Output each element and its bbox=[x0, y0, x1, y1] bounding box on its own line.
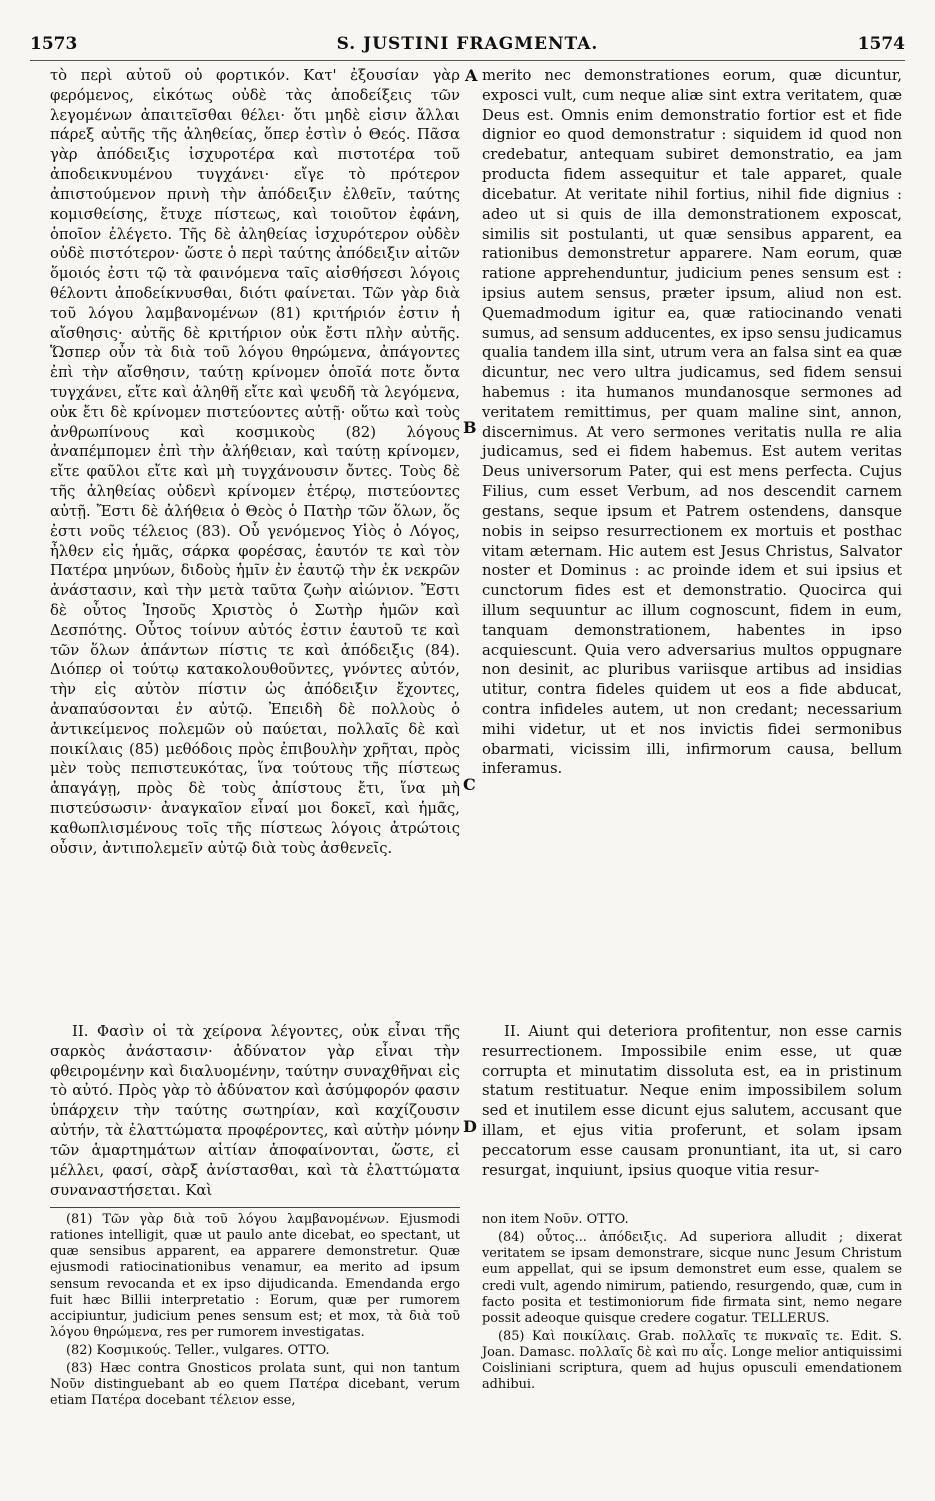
latin-paragraph-1: merito nec demonstrationes eorum, quæ dicuntur, exposci vult, cum neque aliæ sint extra veritatem, quæ Deus est. Omnis enim demonstratio fortior est et fide dignior eo quod demonstratur : siquidem id quod non credebatur, antequam subiret demonstratio, ea jam producta fidem assequitur et tale apparet, quale dicebatur. At veritate nihil fortius, nihil fide dignius : adeo ut si quis de illa demonstrationem exposcat, similis sit postulanti, ut quæ sensibus apparent, ea rationibus demonstretur apparere. Nam eorum, quæ ratione apprehenduntur, judicium penes sensum est : ipsius autem sensus, præter ipsum, aliud non est. Quemadmodum igitur ea, quæ ratiocinando venati sumus, ad sensum adducentes, ex ipso sensu judicamus qualia tandem illa sint, utrum vera an falsa sint ea quæ dicuntur, nec vero ultra judicamus, sed fidem sensui habemus : ita humanos mundanosque sermones ad veritatem remittimus, per quam maline sint, annon, discernimus. At vero sermones veritatis nulla re alia judicamus, sed ei fidem habemus. Est autem veritas Deus universorum Pater, qui est mens perfecta. Cujus Filius, cum esset Verbum, ad nos descendit carnem gestans, seque ipsum et Patrem ostendens, dansque nobis in seipso resurrectionem ex mortuis et posthac vitam æternam. Hic autem est Jesus Christus, Salvator noster et Dominus : ac proinde idem et sui ipsius et cunctorum fides est et demonstratio. Quocirca qui illum sequuntur ac illum cognoscunt, fidem in eum, tanquam demonstrationem, habentes in ipso acquiescunt. Quia vero adversarius multos oppugnare non desinit, ac pluribus variisque artibus ad insidias utitur, contra fideles quidem ut eos a fide abducat, contra infideles autem, ut non credant; necessarium mihi videtur, ut et nos invictis fidei sermonibus obarmati, vicissim illi, infirmorum causa, bellum inferamus. bbox=[482, 67, 902, 778]
greek-column-section-2 bbox=[50, 1022, 460, 1200]
footnote-84: (84) οὗτος... ἀπόδειξις. Ad superiora alludit ; dixerat veritatem se ipsam demonstrare, sicque nunc Jesum Christum eum appellat, qui se ipsum demonstret eum esse, qualem se credi vult, agendo nimirum, patiendo, resurgendo, quæ, cum in facto posita et testimoniorum fide firmata sint, nemo negare possit adeoque quisque credere cogatur. TELLERUS. bbox=[482, 1230, 902, 1326]
running-title: S. JUSTINI FRAGMENTA. bbox=[336, 34, 599, 54]
footnote-83-continued: non item Νοῦν. OTTO. bbox=[482, 1212, 629, 1227]
running-header bbox=[30, 30, 905, 61]
page-number-left: 1573 bbox=[30, 34, 78, 54]
greek-paragraph-1: τὸ περὶ αὐτοῦ οὐ φορτικόν. Κατ' ἐξουσίαν γὰρ φερόμενος, εἰκότως οὐδὲ τὰς ἀποδείξεις τῶν λεγομένων ἀπαιτεῖσθαι θέλει· ὅτι μηδὲ εἰσιν ἄλλαι πάρεξ αὐτῆς τῆς ἀληθείας, ὅπερ ἐστὶν ὁ Θεός. Πᾶσα γὰρ ἀπόδειξις ἰσχυροτέρα καὶ πιστοτέρα τοῦ ἀποδεικνυμένου τυγχάνει· εἴγε τὸ πρότερον ἀπιστούμενον πρινὴ τὴν ἀπόδειξιν ἐλθεῖν, ταύτης κομισθείσης, ἔτυχε πίστεως, καὶ τοιοῦτον ἐφάνη, ὁποῖον ἐλέγετο. Τῆς δὲ ἀληθείας ἰσχυρότερον οὐδὲν οὐδὲ πιστότερον· ὥστε ὁ περὶ ταύτης ἀπόδειξιν αἰτῶν ὅμοιός ἐστι τῷ τὰ φαινόμενα ταῖς αἰσθήσεσι λόγοις θέλοντι ἀποδείκνυσθαι, διότι φαίνεται. Τῶν γὰρ διὰ τοῦ λόγου λαμβανομένων (81) κριτήριόν ἐστιν ἡ αἴσθησις· αὐτῆς δὲ κριτήριον οὐκ ἔστι πλὴν αὐτῆς. Ὥσπερ οὖν τὰ διὰ τοῦ λόγου θηρώμενα, ἀπάγοντες ἐπὶ τὴν αἴσθησιν, ταύτῃ κρίνομεν ὁποῖά ποτε ὄντα τυγχάνει, εἴτε καὶ ἀληθῆ εἴτε καὶ ψευδῆ τὰ λεγόμενα, οὐκ ἔτι δὲ κρίνομεν πιστεύοντες αὐτῇ· οὕτω καὶ τοὺς ἀνθρωπίνους καὶ κοσμικοὺς (82) λόγους ἀναπέμπομεν ἐπὶ τὴν ἀλήθειαν, καὶ ταύτῃ κρίνομεν, εἴτε φαῦλοι εἴτε καὶ μὴ τυγχάνουσιν ὄντες. Τοὺς δὲ τῆς ἀληθείας οὐδενὶ κρίνομεν ἑτέρῳ, πιστεύοντες αὐτῇ. Ἔστι δὲ ἀλήθεια ὁ Θεὸς ὁ Πατὴρ τῶν ὅλων, ὅς ἐστι νοῦς τέλειος (83). Οὗ γενόμενος Υἱὸς ὁ Λόγος, ἦλθεν εἰς ἡμᾶς, σάρκα φορέσας, ἑαυτόν τε καὶ τὸν Πατέρα μηνύων, διδοὺς ἡμῖν ἐν ἑαυτῷ τὴν ἐκ νεκρῶν ἀνάστασιν, καὶ τὴν μετὰ ταῦτα ζωὴν αἰώνιον. Ἔστι δὲ οὗτος Ἰησοῦς Χριστὸς ὁ Σωτὴρ ἡμῶν καὶ Δεσπότης. Οὗτος τοίνυν αὐτός ἐστιν ἑαυτοῦ τε καὶ τῶν ὅλων ἁπάντων πίστις τε καὶ ἀπόδειξις (84). Διόπερ οἱ τούτῳ κατακολουθοῦντες, γνόντες αὐτόν, τὴν εἰς αὐτὸν πίστιν ὡς ἀπόδειξιν ἔχοντες, ἀναπαύσονται ἐν αὐτῷ. Ἐπειδὴ δὲ πολλοὺς ὁ ἀντικείμενος πολεμῶν οὐ παύεται, πολλαῖς δὲ καὶ ποικίλαις (85) μεθόδοις πρὸς ἐπιβουλὴν χρῆται, πρὸς μὲν τοὺς πεπιστευκότας, ἵνα τούτους τῆς πίστεως ἀπαγάγῃ, πρὸς δὲ τοὺς ἀπίστους ἔτι, ἵνα μὴ πιστεύσωσιν· ἀναγκαῖον εἶναί μοι δοκεῖ, καὶ ἡμᾶς, καθωπλισμένους τοῖς τῆς πίστεως λόγοις ἀτρώτοις οὖσιν, ἀντιπολεμεῖν αὐτῷ διὰ τοὺς ἀσθενεῖς. bbox=[50, 67, 460, 857]
footnote-85: (85) Καὶ ποικίλαις. Grab. πολλαῖς τε πυκναῖς τε. Edit. S. Joan. Damasc. πολλαῖς δὲ καὶ πυ αἶς. Longe melior antiquissimi Coisliniani scriptura, quem ad hujus opusculi emendationem adhibui. bbox=[482, 1328, 902, 1393]
margin-marker-b: B bbox=[463, 418, 477, 437]
latin-column-main bbox=[482, 66, 902, 779]
footnote-separator bbox=[50, 1207, 460, 1208]
page-number-right: 1574 bbox=[857, 34, 905, 54]
latin-column-section-2 bbox=[482, 1022, 902, 1181]
margin-marker-c: C bbox=[463, 775, 476, 794]
footnote-82: (82) Κοσμικούς. Teller., vulgares. OTTO. bbox=[66, 1343, 330, 1358]
margin-marker-d: D bbox=[463, 1117, 477, 1136]
footnote-83: (83) Hæc contra Gnosticos prolata sunt, qui non tantum Νοῦν distinguebant ab eo quem Πατέρα dicebant, verum etiam Πατέρα docebant τέλειον esse, bbox=[50, 1361, 460, 1409]
latin-paragraph-2: II. Aiunt qui deteriora profitentur, non esse carnis resurrectionem. Impossibile enim esse, ut quæ corrupta et minutatim dissoluta est, ea in pristinum statum restituatur. Neque enim impossibilem solum sed et inutilem esse dicunt ejus salutem, accusant que illam, et ejus vitia proferunt, et solam ipsam peccatorum esse causam pronuntiant, ita ut, si caro resurgat, inquiunt, ipsius quoque vitia resur- bbox=[482, 1023, 902, 1179]
footnotes-left bbox=[50, 1212, 460, 1412]
margin-marker-a: A bbox=[465, 66, 478, 85]
footnotes-right bbox=[482, 1212, 902, 1395]
greek-paragraph-2: II. Φασὶν οἱ τὰ χείρονα λέγοντες, οὐκ εἶναι τῆς σαρκὸς ἀνάστασιν· ἀδύνατον γὰρ εἶναι τὴν φθειρομένην καὶ διαλυομένην, ταύτην συναχθῆναι εἰς τὸ αὐτό. Πρὸς γὰρ τὸ ἀδύνατον καὶ ἀσύμφορόν φασιν ὑπάρχειν τὴν ταύτης σωτηρίαν, καὶ καχίζουσιν αὐτήν, τὰ ἐλαττώματα προφέροντες, καὶ αὐτὴν μόνην τῶν ἁμαρτημάτων αἰτίαν ἀποφαίνονται, ὥστε, εἰ μέλλει, φασί, σὰρξ ἀνίστασθαι, καὶ τὰ ἐλαττώματα συναναστήσεται. Καὶ bbox=[50, 1023, 460, 1199]
greek-column-main bbox=[50, 66, 460, 859]
footnote-81: (81) Τῶν γὰρ διὰ τοῦ λόγου λαμβανομένων. Ejusmodi rationes intelligit, quæ ut paulo ante dicebat, eo spectant, ut quæ sensibus apparent, ea apparere demonstretur. Quæ ejusmodi ratiocinationibus venamur, ea merito ad ipsum sensum revocanda et ex ipso dijudicanda. Emendanda ergo fuit hæc Billii interpretatio : Eorum, quæ per rumorem accipiuntur, judicium penes sensum est; et mox, τὰ διὰ τοῦ λόγου θηρώμενα, res per rumorem investigatas. bbox=[50, 1212, 460, 1340]
